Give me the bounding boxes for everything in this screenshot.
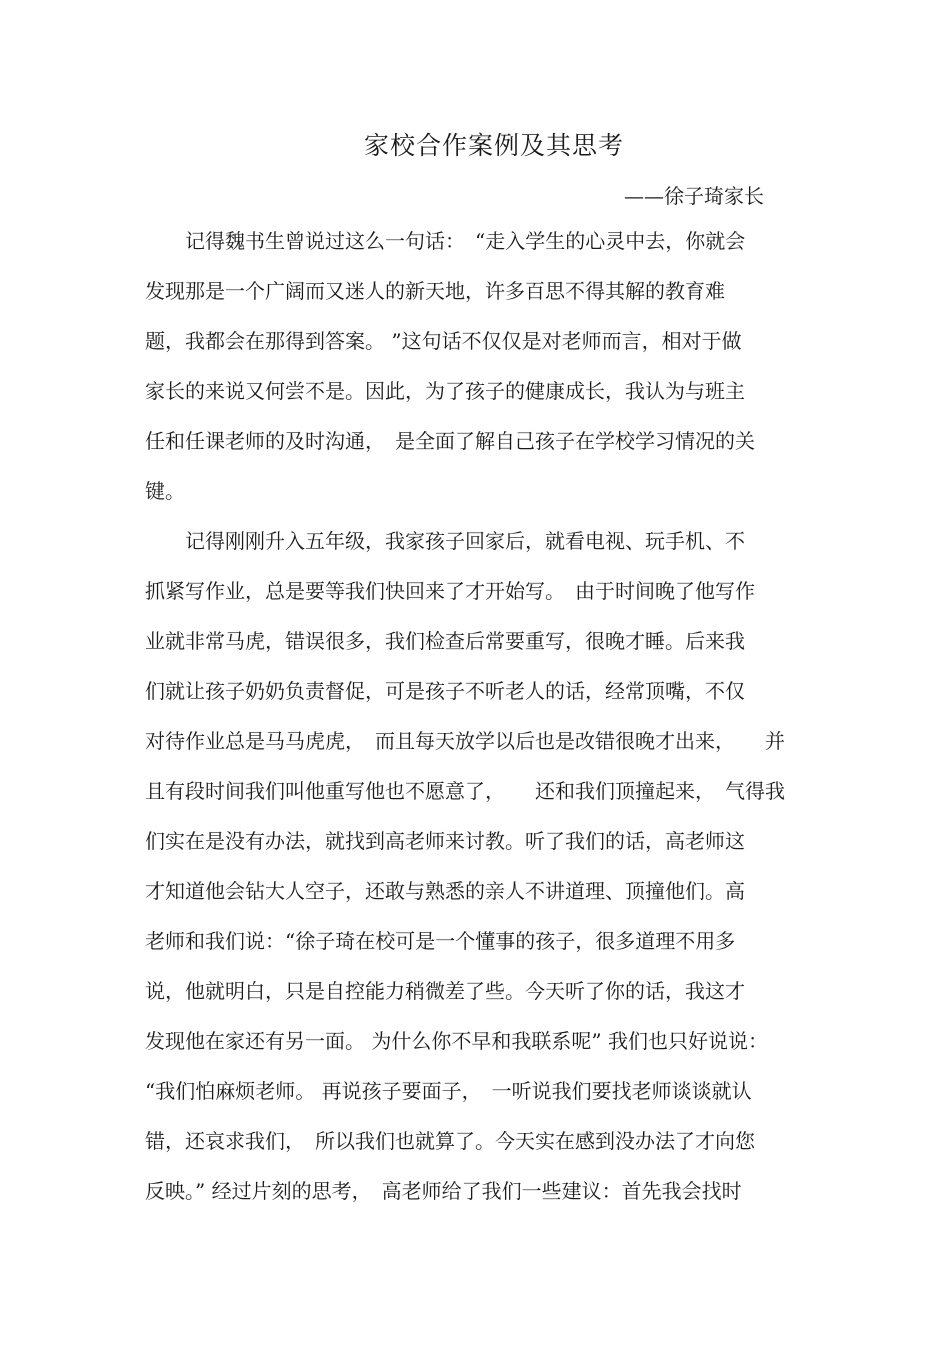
paragraph-line: 且有段时间我们叫他重写他也不愿意了， 还和我们顶撞起来， 气得我: [145, 779, 785, 803]
paragraph-line: 反映。” 经过片刻的思考， 高老师给了我们一些建议：首先我会找时: [145, 1179, 742, 1203]
paragraph-line: 错，还哀求我们， 所以我们也就算了。今天实在感到没办法了才向您: [145, 1129, 755, 1153]
paragraph-line: “我们怕麻烦老师。 再说孩子要面子， 一听说我们要找老师谈谈就认: [145, 1079, 752, 1103]
paragraph-line: 对待作业总是马马虎虎， 而且每天放学以后也是改错很晚才出来， 并: [145, 729, 785, 753]
document-author: ——徐子琦家长: [624, 184, 764, 208]
paragraph-line: 抓紧写作业，总是要等我们快回来了才开始写。 由于时间晚了他写作: [145, 579, 755, 603]
paragraph-line: 键。: [145, 479, 185, 503]
paragraph-line: 记得刚刚升入五年级，我家孩子回家后，就看电视、玩手机、不: [145, 529, 745, 553]
document-title: 家校合作案例及其思考: [363, 131, 624, 160]
paragraph-line: 们就让孩子奶奶负责督促，可是孩子不听老人的话，经常顶嘴，不仅: [145, 679, 745, 703]
paragraph-line: 们实在是没有办法，就找到高老师来讨教。听了我们的话，高老师这: [145, 829, 745, 853]
paragraph-line: 记得魏书生曾说过这么一句话： “走入学生的心灵中去，你就会: [145, 229, 746, 253]
paragraph-line: 才知道他会钻大人空子，还敢与熟悉的亲人不讲道理、顶撞他们。高: [145, 879, 745, 903]
paragraph-line: 家长的来说又何尝不是。因此，为了孩子的健康成长，我认为与班主: [145, 379, 745, 403]
paragraph-line: 发现他在家还有另一面。 为什么你不早和我联系呢” 我们也只好说说：: [145, 1029, 768, 1053]
paragraph-line: 任和任课老师的及时沟通， 是全面了解自己孩子在学校学习情况的关: [145, 429, 755, 453]
paragraph-line: 老师和我们说：“徐子琦在校可是一个懂事的孩子，很多道理不用多: [145, 929, 736, 953]
paragraph-line: 业就非常马虎，错误很多，我们检查后常要重写，很晚才睡。后来我: [145, 629, 745, 653]
paragraph-line: 说，他就明白，只是自控能力稍微差了些。今天听了你的话，我这才: [145, 979, 745, 1003]
paragraph-line: 题，我都会在那得到答案。 ”这句话不仅仅是对老师而言，相对于做: [145, 329, 742, 353]
paragraph-line: 发现那是一个广阔而又迷人的新天地，许多百思不得其解的教育难: [145, 279, 725, 303]
